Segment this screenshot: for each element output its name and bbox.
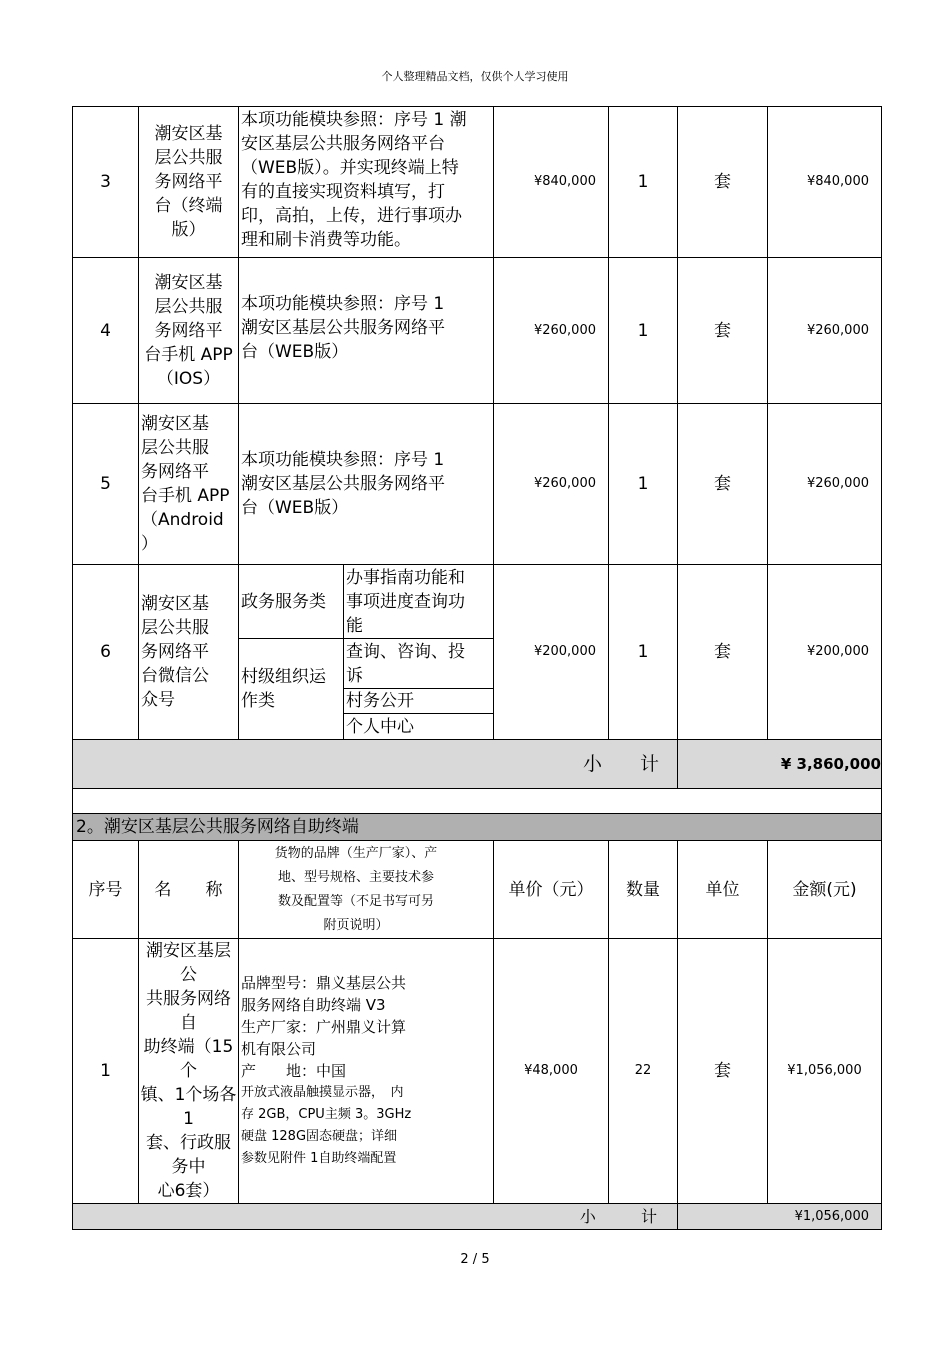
table-row <box>73 939 882 1204</box>
unit: 套 <box>678 939 768 1204</box>
page-header-note: 个人整理精品文档，仅供个人学习使用 <box>381 70 569 83</box>
quantity: 22 <box>609 939 678 1204</box>
header-price: 单价（元） <box>494 841 609 939</box>
unit-price: ¥840,000 <box>494 107 609 258</box>
table-row <box>73 258 882 404</box>
row-no: 4 <box>73 258 139 404</box>
unit-price: ¥200,000 <box>494 565 609 740</box>
unit: 套 <box>678 107 768 258</box>
item-desc: 本项功能模块参照：序号 1 潮 安区基层公共服务网络平台 （WEB版）。并实现终端上特 有的直接实现资料填写，打 印，高拍，上传，进行事项办 理和刷卡消费等功能。 <box>239 107 494 258</box>
header-name: 名 称 <box>139 841 239 939</box>
item-name: 潮安区基 层公共服 务网络平 台手机 APP （Android ） <box>139 404 239 565</box>
unit: 套 <box>678 565 768 740</box>
item-name: 潮安区基 层公共服 务网络平 台手机 APP （IOS） <box>139 258 239 404</box>
item-name: 潮安区基 层公共服 务网络平 台（终端 版） <box>139 107 239 258</box>
section-title-row <box>73 814 882 841</box>
row-no: 3 <box>73 107 139 258</box>
quantity: 1 <box>609 404 678 565</box>
row-no: 6 <box>73 565 139 740</box>
category-village-org: 村级组织运 作类 <box>239 639 344 740</box>
unit-price: ¥48,000 <box>494 939 609 1204</box>
unit-price: ¥260,000 <box>494 258 609 404</box>
header-qty: 数量 <box>609 841 678 939</box>
category-item: 办事指南功能和 事项进度查询功 能 <box>344 565 494 639</box>
subtotal-row <box>73 740 882 789</box>
subtotal-row <box>73 1204 882 1230</box>
subtotal-value: ¥ 3,860,000 <box>678 740 882 789</box>
subtotal-label: 小 计 <box>73 1204 678 1230</box>
quantity: 1 <box>609 565 678 740</box>
subtotal-label: 小 计 <box>73 740 678 789</box>
header-row <box>73 841 882 939</box>
unit-price: ¥260,000 <box>494 404 609 565</box>
quotation-table <box>72 106 881 1230</box>
amount: ¥840,000 <box>768 107 882 258</box>
header-amount: 金额(元) <box>768 841 882 939</box>
section-title: 2。潮安区基层公共服务网络自助终端 <box>73 814 882 841</box>
header-unit: 单位 <box>678 841 768 939</box>
row-no: 1 <box>73 939 139 1204</box>
unit: 套 <box>678 258 768 404</box>
table-row <box>73 404 882 565</box>
amount: ¥1,056,000 <box>768 939 882 1204</box>
item-name: 潮安区基 层公共服 务网络平 台微信公 众号 <box>139 565 239 740</box>
amount: ¥200,000 <box>768 565 882 740</box>
category-gov-service: 政务服务类 <box>239 565 344 639</box>
item-desc: 本项功能模块参照：序号 1 潮安区基层公共服务网络平 台（WEB版） <box>239 258 494 404</box>
blank-cell <box>73 789 882 814</box>
quantity: 1 <box>609 107 678 258</box>
header-no: 序号 <box>73 841 139 939</box>
row-no: 5 <box>73 404 139 565</box>
unit: 套 <box>678 404 768 565</box>
subtotal-value: ¥1,056,000 <box>678 1204 882 1230</box>
quantity: 1 <box>609 258 678 404</box>
blank-row <box>73 789 882 814</box>
table-row <box>73 107 882 258</box>
table-row <box>73 565 882 639</box>
amount: ¥260,000 <box>768 404 882 565</box>
header-desc: 货物的品牌（生产厂家）、产 地、型号规格、主要技术参 数及配置等（不足书写可另 附页说明） <box>239 841 494 939</box>
item-desc: 本项功能模块参照：序号 1 潮安区基层公共服务网络平 台（WEB版） <box>239 404 494 565</box>
category-item: 查询、咨询、投 诉 <box>344 639 494 689</box>
page-number: 2 / 5 <box>460 1252 490 1267</box>
amount: ¥260,000 <box>768 258 882 404</box>
item-spec: 品牌型号：鼎义基层公共 服务网络自助终端 V3 生产厂家：广州鼎义计算 机有限公司 产 地：中国 开放式液晶触摸显示器， 内 存 2GB，CPU主频 3。3GHz 硬盘 128G固态硬盘；详细 参数见附件 1自助终端配置 <box>239 939 494 1204</box>
category-item: 村务公开 <box>344 689 494 714</box>
item-name: 潮安区基层公 共服务网络自 助终端（15个 镇、1个场各1 套、行政服务中 心6套） <box>139 939 239 1204</box>
category-item: 个人中心 <box>344 714 494 740</box>
